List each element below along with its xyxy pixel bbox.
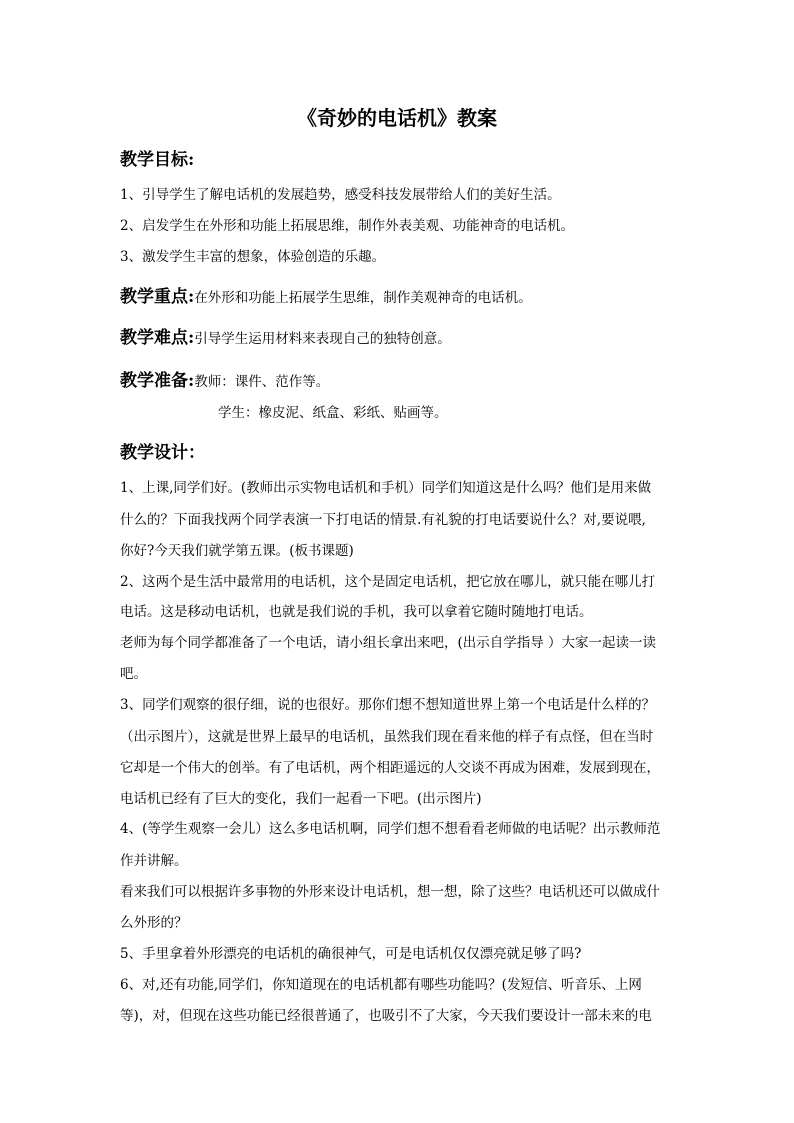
objective-item: 2、启发学生在外形和功能上拓展思维，制作外表美观、功能神奇的电话机。 xyxy=(120,218,575,234)
design-line: 么外形的？ xyxy=(120,915,188,931)
design-line: 什么的？下面我找两个同学表演一下打电话的情景.有礼貌的打电话要说什么？对,要说喂, xyxy=(120,512,646,528)
document-title: 《奇妙的电话机》教案 xyxy=(297,106,497,130)
design-line: 你好?今天我们就学第五课。(板书课题) xyxy=(120,543,354,559)
preparation-section xyxy=(120,368,329,395)
key-points-section xyxy=(120,284,532,311)
design-line: 老师为每个同学都准备了一个电话，请小组长拿出来吧，(出示自学指导 ）大家一起读一读 xyxy=(120,635,657,651)
design-line: 等)，对，但现在这些功能已经很普通了，也吸引不了大家，今天我们要设计一部未来的电 xyxy=(120,1008,652,1024)
design-heading: 教学设计： xyxy=(120,443,205,463)
design-line: 电话。这是移动电话机，也就是我们说的手机，我可以拿着它随时随地打电话。 xyxy=(120,604,593,620)
design-line: 电话机已经有了巨大的变化，我们一起看一下吧。(出示图片) xyxy=(120,791,482,807)
preparation-teacher: 教师：课件、范作等。 xyxy=(194,374,330,390)
design-line: 它却是一个伟大的创举。有了电话机，两个相距遥远的人交谈不再成为困难，发展到现在， xyxy=(120,760,660,776)
design-line: 3、同学们观察的很仔细，说的也很好。那你们想不想知道世界上第一个电话是什么样的？ xyxy=(120,697,656,713)
objective-item: 3、激发学生丰富的想象，体验创造的乐趣。 xyxy=(120,249,386,265)
preparation-student: 学生：橡皮泥、纸盒、彩纸、贴画等。 xyxy=(218,405,448,421)
design-line: 4、(等学生观察一会儿）这么多电话机啊，同学们想不想看看老师做的电话呢？出示教师范 xyxy=(120,821,661,837)
design-line: （出示图片），这就是世界上最早的电话机，虽然我们现在看来他的样子有点怪，但在当时 xyxy=(120,729,654,745)
design-line: 1、上课,同学们好。(教师出示实物电话机和手机）同学们知道这是什么吗？他们是用来做 xyxy=(120,480,652,496)
design-line: 2、这两个是生活中最常用的电话机，这个是固定电话机，把它放在哪儿，就只能在哪儿打 xyxy=(120,574,656,590)
key-points-heading: 教学重点: xyxy=(120,287,195,307)
objectives-heading: 教学目标: xyxy=(120,150,195,170)
difficulties-heading: 教学难点: xyxy=(120,328,195,348)
design-line: 看来我们可以根据许多事物的外形来设计电话机，想一想，除了这些？电话机还可以做成什 xyxy=(120,884,660,900)
design-line: 6、对,还有功能,同学们，你知道现在的电话机都有哪些功能吗？(发短信、听音乐、上网 xyxy=(120,977,642,993)
difficulties-text: 引导学生运用材料来表现自己的独特创意。 xyxy=(194,331,451,347)
preparation-heading: 教学准备: xyxy=(120,371,195,391)
design-line: 5、手里拿着外形漂亮的电话机的确很神气，可是电话机仅仅漂亮就足够了吗? xyxy=(120,946,582,962)
difficulties-section xyxy=(120,325,451,352)
design-line: 吧。 xyxy=(120,666,147,682)
design-line: 作并讲解。 xyxy=(120,853,188,869)
objective-item: 1、引导学生了解电话机的发展趋势，感受科技发展带给人们的美好生活。 xyxy=(120,187,561,203)
key-points-text: 在外形和功能上拓展学生思维，制作美观神奇的电话机。 xyxy=(194,290,532,306)
